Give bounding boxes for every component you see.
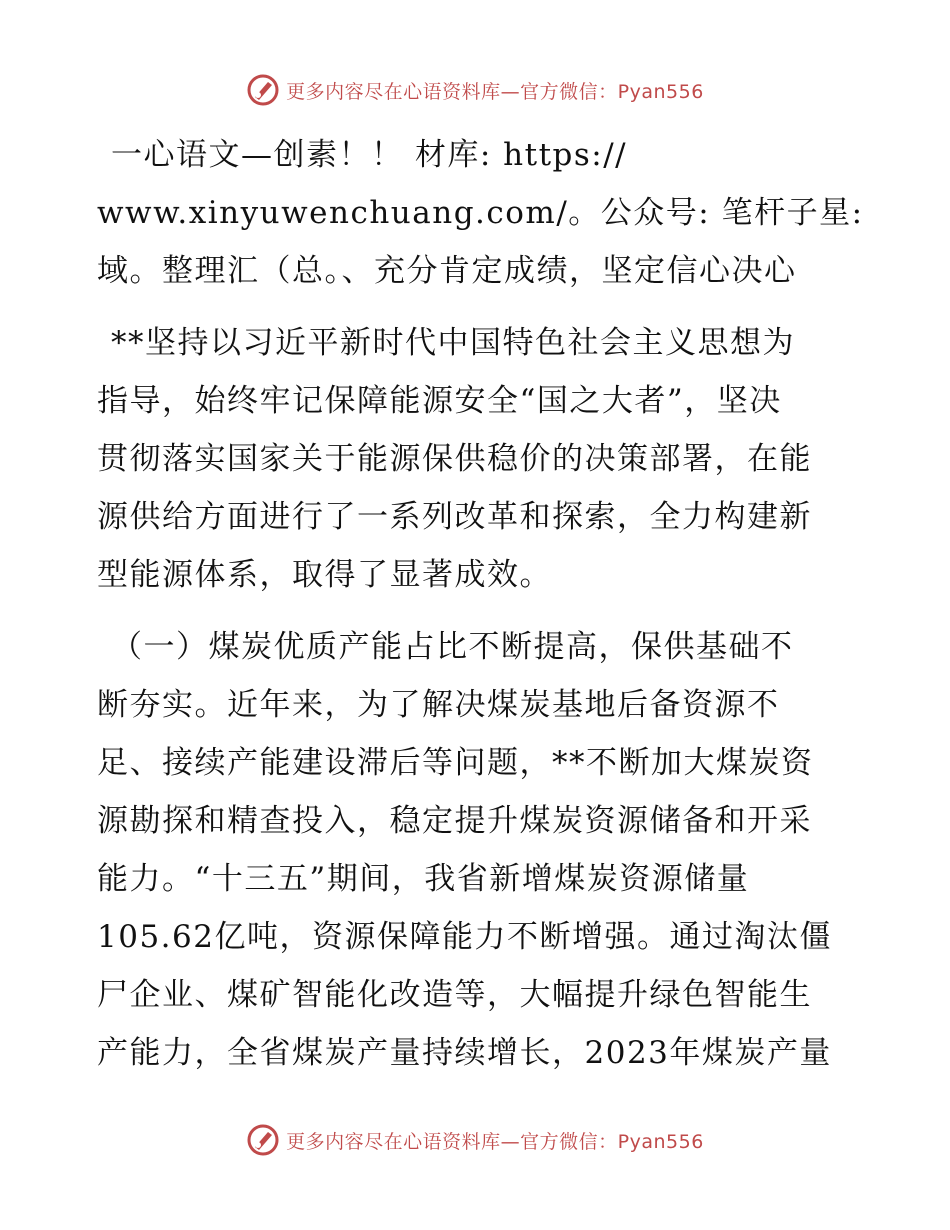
paragraph-1 — [97, 126, 864, 300]
text-line: 指导，始终牢记保障能源安全“国之大者”，坚决 — [97, 383, 782, 419]
text-line: 源供给方面进行了一系列改革和探索，全力构建新 — [97, 499, 812, 535]
paragraph-3 — [97, 618, 853, 1082]
footer-banner-text: 更多内容尽在心语资料库—官方微信：Pyan556 — [286, 1130, 704, 1153]
header-banner-text: 更多内容尽在心语资料库—官方微信：Pyan556 — [286, 80, 704, 103]
text-line: 域。整理汇（总。、充分肯定成绩，坚定信心决心 — [97, 253, 797, 289]
text-line: www.xinyuwenchuang.com/。公众号: 笔杆子星: — [97, 195, 864, 231]
text-line: 型能源体系，取得了显著成效。 — [97, 557, 552, 593]
text-line: 一心语文—创素！！ 材库: https:// — [111, 137, 628, 173]
header-banner — [0, 70, 950, 110]
text-line: 能力。“十三五”期间，我省新增煤炭资源储量 — [97, 861, 750, 897]
pen-logo-icon — [246, 73, 280, 107]
text-line: （一）煤炭优质产能占比不断提高，保供基础不 — [111, 629, 794, 665]
pen-logo-icon — [246, 1123, 280, 1157]
text-line: **坚持以习近平新时代中国特色社会主义思想为 — [111, 325, 795, 361]
text-line: 尸企业、煤矿智能化改造等，大幅提升绿色智能生 — [97, 977, 812, 1013]
text-line: 产能力，全省煤炭产量持续增长，2023年煤炭产量 — [97, 1035, 832, 1071]
text-line: 断夯实。近年来，为了解决煤炭基地后备资源不 — [97, 687, 780, 723]
footer-banner — [0, 1120, 950, 1160]
document-body — [97, 126, 864, 1082]
paragraph-2 — [97, 314, 853, 604]
text-line: 贯彻落实国家关于能源保供稳价的决策部署，在能 — [97, 441, 812, 477]
text-line: 源勘探和精查投入，稳定提升煤炭资源储备和开采 — [97, 803, 812, 839]
text-line: 105.62亿吨，资源保障能力不断增强。通过淘汰僵 — [97, 919, 832, 955]
text-line: 足、接续产能建设滞后等问题，**不断加大煤炭资 — [97, 745, 814, 781]
